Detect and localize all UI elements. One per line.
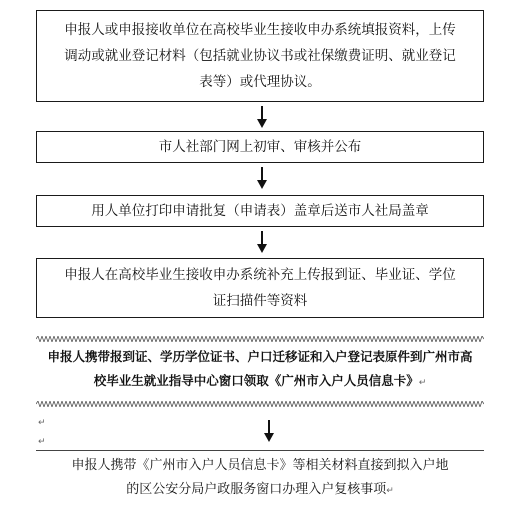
step-2-line-1: 市人社部门网上初审、审核并公布 [158,139,362,155]
return-mark-icon: ↵ [38,437,46,447]
return-mark-icon: ↵ [418,378,427,388]
step-1-box [36,10,484,102]
step-5-line-2: 校毕业生就业指导中心窗口领取《广州市入户人员信息卡》 [93,373,419,388]
step-6-line-2-wrap [126,478,394,503]
arrow-down-icon [255,106,269,128]
step-5-block [36,345,484,395]
step-5-line-1: 申报人携带报到证、学历学位证书、户口迁移证和入户登记表原件到广州市高 [47,349,473,364]
zigzag-border-bottom [36,401,484,407]
step-6-top-rule [36,450,484,451]
step-3-box [36,195,484,227]
step-2-box [36,131,484,163]
return-mark-icon: ↵ [386,486,394,496]
step-3-line-1: 用人单位打印申请批复（申请表）盖章后送市人社局盖章 [91,203,429,219]
step-6-line-2: 的区公安分局户政服务窗口办理入户复核事项 [126,482,387,497]
step-4-box [36,258,484,318]
step-4-line-1: 申报人在高校毕业生接收申办系统补充上传报到证、毕业证、学位 [64,267,456,283]
return-mark-icon: ↵ [38,418,46,428]
step-1-line-2: 调动或就业登记材料（包括就业协议书或社保缴费证明、就业登记 [64,48,456,64]
step-6-block [36,454,484,503]
step-4-line-2: 证扫描件等资料 [212,293,308,309]
step-1-line-1: 申报人或申报接收单位在高校毕业生接收申办系统填报资料，上传 [64,22,456,38]
step-5-line-2-wrap [94,369,427,395]
arrow-down-icon [255,167,269,189]
arrow-down-icon [262,420,276,442]
step-1-line-3: 表等）或代理协议。 [199,74,321,90]
zigzag-border-top [36,336,484,342]
arrow-down-icon [255,231,269,253]
step-6-line-1: 申报人携带《广州市入户人员信息卡》等相关材料直接到拟入户地 [71,458,449,473]
